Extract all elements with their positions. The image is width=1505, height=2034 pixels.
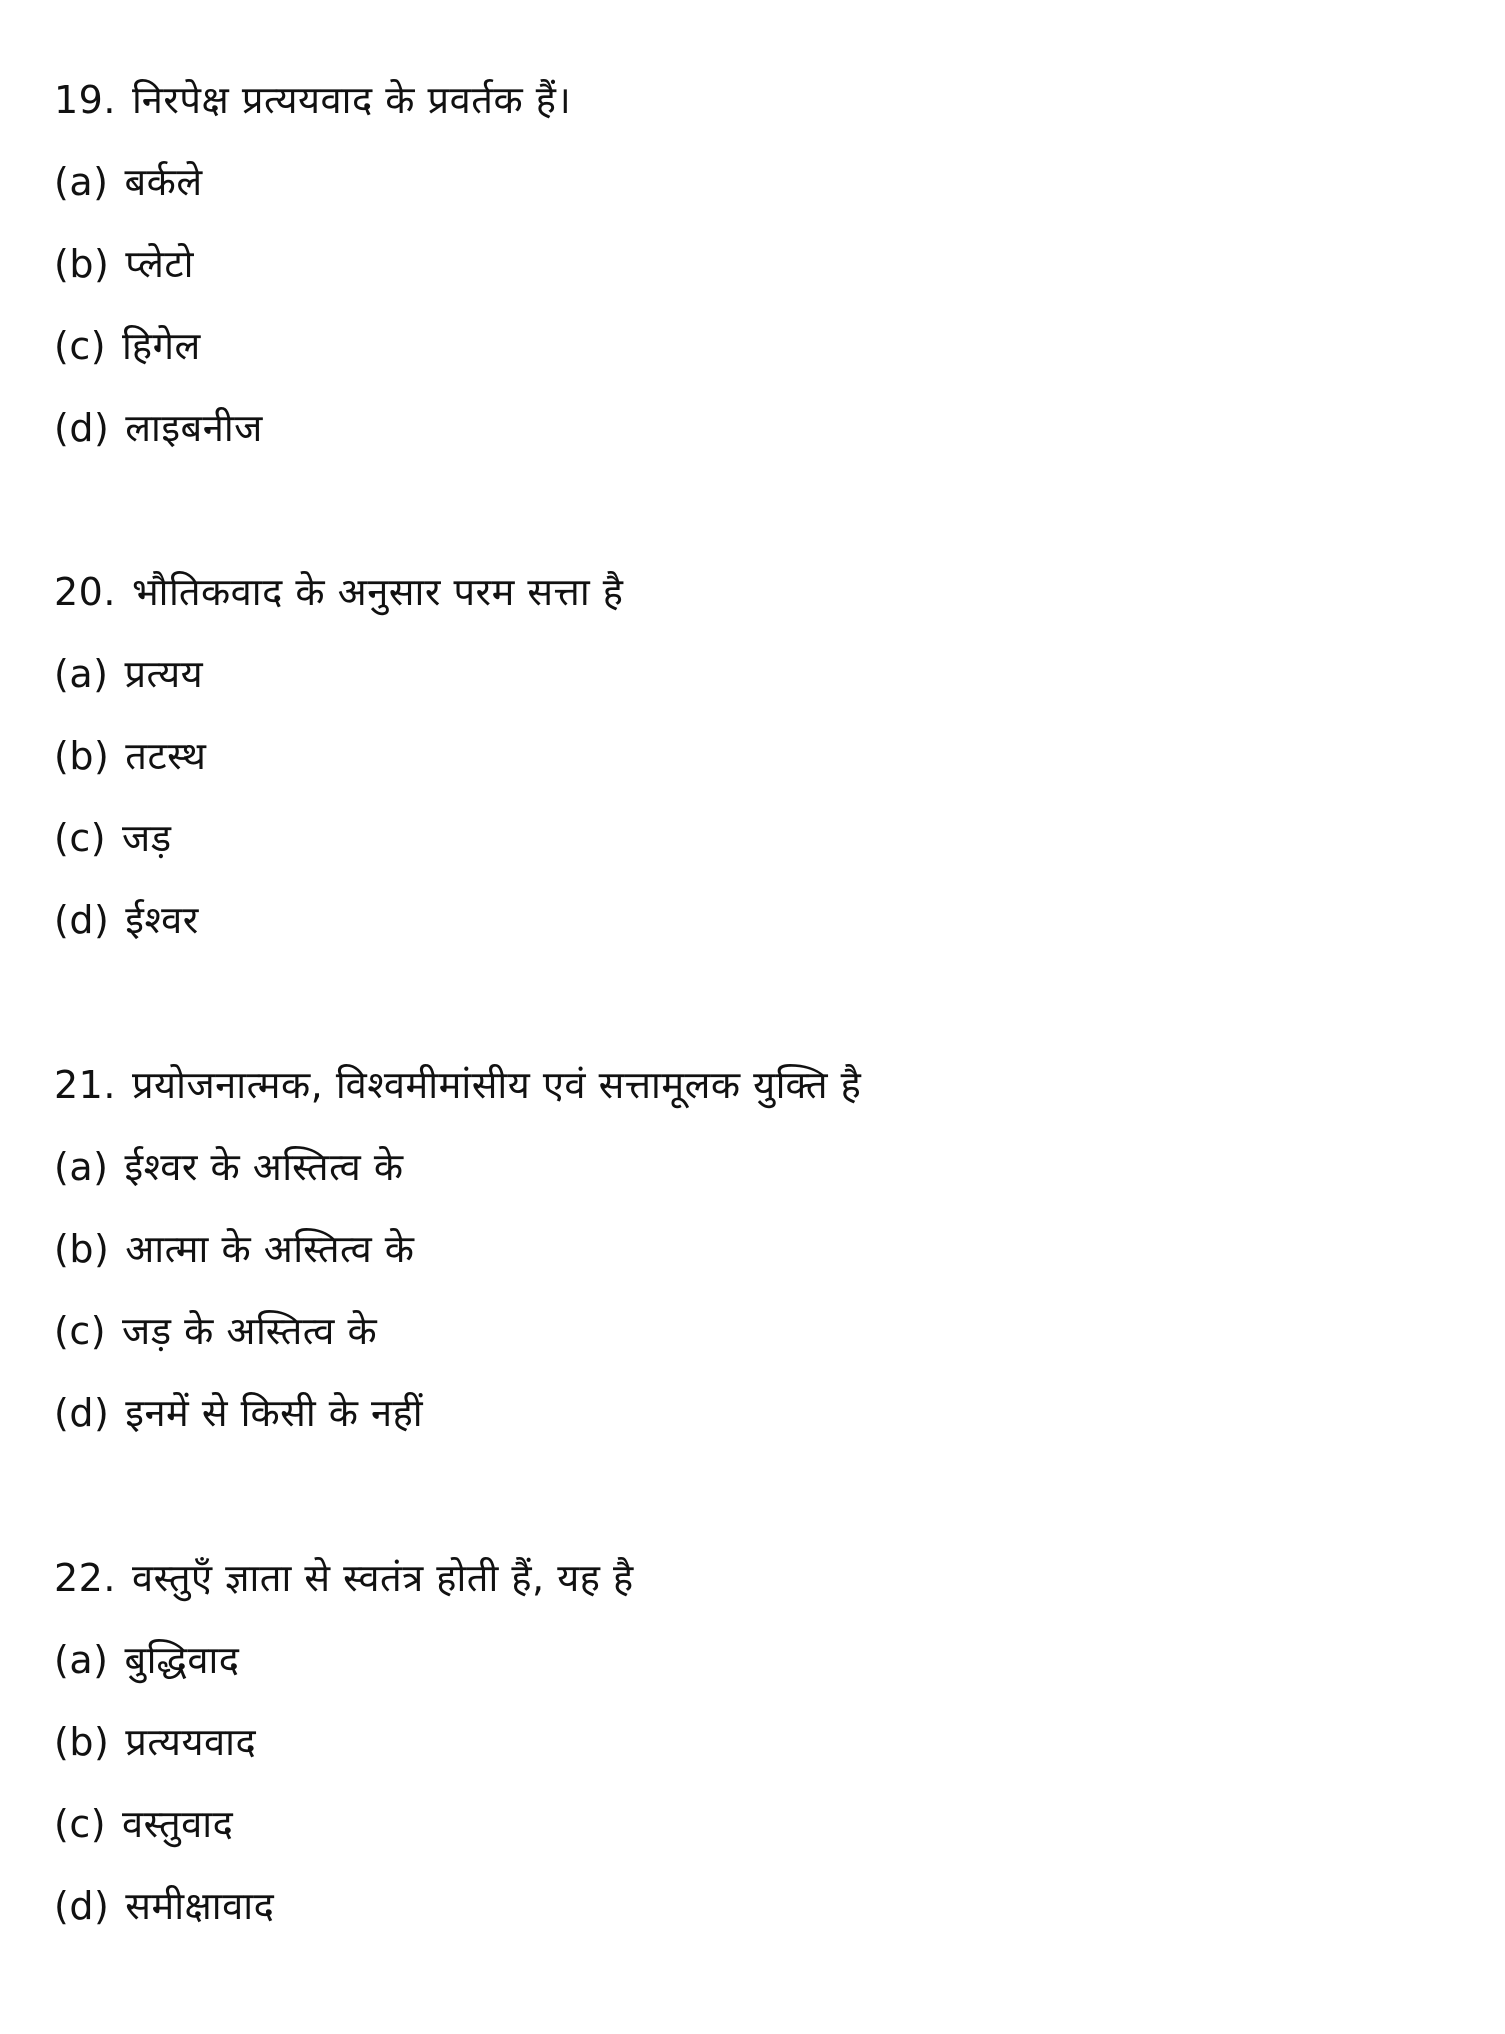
option-text: हिगेल [122,324,201,368]
option-a [54,152,1454,234]
question-stem [54,1548,1454,1630]
question-number: 22. [54,1556,116,1600]
option-c [54,1301,1454,1383]
option-label: (b) [54,1227,110,1271]
question-number: 19. [54,78,116,122]
option-label: (b) [54,734,110,778]
option-label: (d) [54,406,110,450]
question-21 [54,1055,1454,1465]
option-text: ईश्वर के अस्तित्व के [124,1145,404,1189]
option-a [54,1137,1454,1219]
option-text: बुद्धिवाद [124,1638,240,1682]
option-label: (b) [54,1720,110,1764]
option-b [54,234,1454,316]
option-c [54,1794,1454,1876]
option-text: आत्मा के अस्तित्व के [125,1227,415,1271]
option-label: (d) [54,1884,110,1928]
option-label: (a) [54,652,109,696]
option-label: (c) [54,1802,107,1846]
option-text: प्रत्ययवाद [125,1720,257,1764]
question-text: प्रयोजनात्मक, विश्वमीमांसीय एवं सत्तामूलक युक्ति है [131,1063,862,1107]
option-label: (c) [54,816,107,860]
option-text: तटस्थ [125,734,207,778]
option-b [54,726,1454,808]
question-number: 20. [54,570,116,614]
option-text: प्लेटो [125,242,194,286]
option-label: (c) [54,1309,107,1353]
option-label: (d) [54,898,110,942]
question-stem [54,70,1454,152]
option-text: जड़ [122,816,172,860]
option-label: (c) [54,324,107,368]
question-text: वस्तुएँ ज्ञाता से स्वतंत्र होती हैं, यह है [131,1556,634,1600]
option-a [54,644,1454,726]
question-text: निरपेक्ष प्रत्ययवाद के प्रवर्तक हैं। [131,78,572,122]
question-stem [54,562,1454,644]
option-c [54,316,1454,398]
option-d [54,398,1454,480]
option-label: (a) [54,1145,109,1189]
option-d [54,1876,1454,1958]
option-d [54,890,1454,972]
option-text: बर्कले [124,160,203,204]
option-label: (b) [54,242,110,286]
option-text: समीक्षावाद [125,1884,275,1928]
option-label: (a) [54,160,109,204]
option-c [54,808,1454,890]
option-text: वस्तुवाद [122,1802,234,1846]
question-number: 21. [54,1063,116,1107]
option-a [54,1630,1454,1712]
question-text: भौतिकवाद के अनुसार परम सत्ता है [131,570,624,614]
option-text: प्रत्यय [124,652,204,696]
option-text: ईश्वर [125,898,199,942]
option-text: जड़ के अस्तित्व के [122,1309,378,1353]
option-b [54,1712,1454,1794]
option-text: लाइबनीज [125,406,263,450]
option-b [54,1219,1454,1301]
question-19 [54,70,1454,480]
question-22 [54,1548,1454,1958]
option-text: इनमें से किसी के नहीं [125,1391,424,1435]
question-stem [54,1055,1454,1137]
option-label: (a) [54,1638,109,1682]
option-label: (d) [54,1391,110,1435]
question-20 [54,562,1454,972]
option-d [54,1383,1454,1465]
